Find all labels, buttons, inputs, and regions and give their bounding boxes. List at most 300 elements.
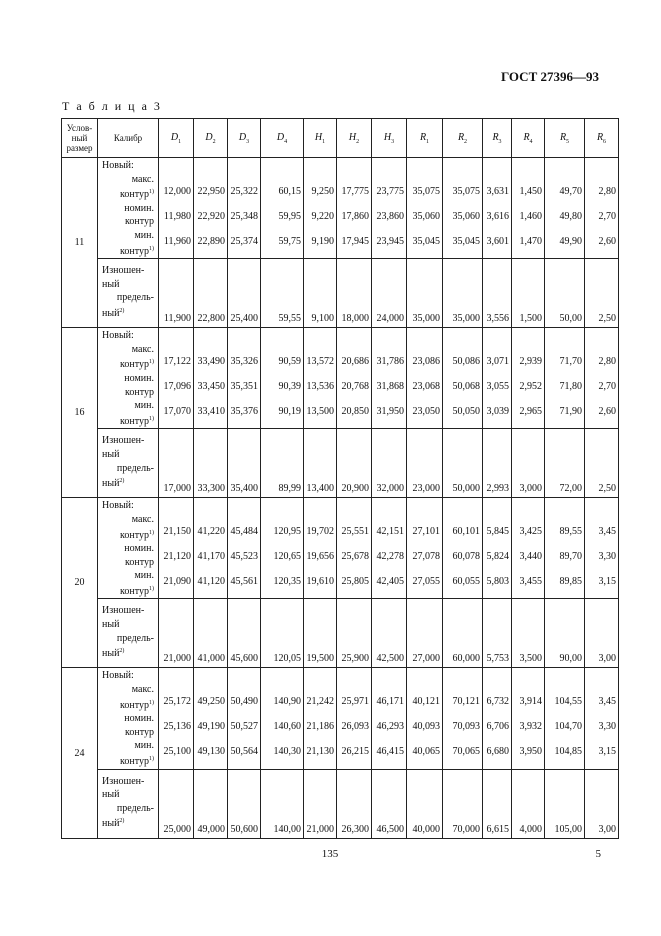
calibre-new-cell: Новый: макс. контур$^{1)}$ номин. контур мин. контур$^{1)}$ xyxy=(98,668,159,769)
value-cell xyxy=(585,668,619,769)
value: 42,405 xyxy=(376,576,404,588)
value: 35,351 xyxy=(230,381,258,393)
value: 46,415 xyxy=(376,746,404,758)
value-cell: 2,993 xyxy=(483,429,512,498)
value-cell: 3,500 xyxy=(512,599,545,668)
value-cell xyxy=(372,668,407,769)
value-cell xyxy=(407,498,443,599)
value-cell xyxy=(545,498,585,599)
table-row-worn-24 xyxy=(62,769,619,838)
header-r1: $R_1$ xyxy=(407,119,443,158)
calibre-new-cell: Новый: макс. контур$^{1)}$ номин. контур мин. контур$^{1)}$ xyxy=(98,158,159,259)
value: 40,065 xyxy=(412,746,440,758)
value: 3,440 xyxy=(519,551,542,563)
value-cell xyxy=(194,668,228,769)
value-cell xyxy=(261,158,304,259)
header-r2: $R_2$ xyxy=(443,119,483,158)
value: 19,702 xyxy=(306,526,334,538)
value-cell xyxy=(443,328,483,429)
value: 89,70 xyxy=(559,551,582,563)
value: 35,045 xyxy=(452,236,480,247)
value-cell: 22,800 xyxy=(194,259,228,328)
value: 40,093 xyxy=(412,721,440,733)
value-cell xyxy=(443,668,483,769)
value: 42,151 xyxy=(376,526,404,538)
value: 3,950 xyxy=(519,746,542,758)
value-cell xyxy=(228,158,261,259)
value: 17,070 xyxy=(163,406,191,418)
calibre-new-cell: Новый: макс. контур$^{1)}$ номин. контур мин. контур$^{1)}$ xyxy=(98,498,159,599)
value-cell: 120,05 xyxy=(261,599,304,668)
value: 31,786 xyxy=(376,356,404,368)
value-cell xyxy=(443,158,483,259)
value: 27,055 xyxy=(412,576,440,588)
value: 6,732 xyxy=(486,696,509,708)
value: 31,950 xyxy=(376,406,404,418)
value: 25,136 xyxy=(163,721,191,733)
value-cell: 50,600 xyxy=(228,769,261,838)
value: 140,60 xyxy=(273,721,301,733)
value-cell xyxy=(545,158,585,259)
value: 2,80 xyxy=(598,356,616,368)
value: 21,090 xyxy=(163,576,191,588)
value: 89,85 xyxy=(559,576,582,588)
value: 17,122 xyxy=(163,356,191,368)
value-cell xyxy=(372,328,407,429)
value: 13,500 xyxy=(306,406,334,418)
value: 90,19 xyxy=(278,406,301,418)
value-cell: 41,000 xyxy=(194,599,228,668)
value: 120,35 xyxy=(273,576,301,588)
value-cell xyxy=(337,328,372,429)
value-cell: 11,900 xyxy=(159,259,194,328)
value: 120,95 xyxy=(273,526,301,538)
standard-number: ГОСТ 27396—93 xyxy=(500,69,599,84)
value: 41,120 xyxy=(197,576,225,588)
size-cell: 20 xyxy=(62,498,98,668)
header-h2: $H_2$ xyxy=(337,119,372,158)
value-cell: 4,000 xyxy=(512,769,545,838)
value-cell xyxy=(483,158,512,259)
value-cell xyxy=(545,668,585,769)
value: 49,190 xyxy=(197,721,225,733)
table-row-worn-11 xyxy=(62,259,619,328)
value-cell: 23,000 xyxy=(407,429,443,498)
value-cell xyxy=(372,498,407,599)
value: 3,071 xyxy=(486,356,509,368)
value-cell xyxy=(304,498,337,599)
value: 70,093 xyxy=(452,721,480,733)
value-cell: 33,300 xyxy=(194,429,228,498)
value: 59,75 xyxy=(278,236,301,247)
value: 25,805 xyxy=(341,576,369,588)
dimensions-table xyxy=(61,118,619,839)
value: 3,932 xyxy=(519,721,542,733)
value: 3,039 xyxy=(486,406,509,418)
value: 25,551 xyxy=(341,526,369,538)
value-cell: 9,100 xyxy=(304,259,337,328)
value-cell xyxy=(512,158,545,259)
value: 19,610 xyxy=(306,576,334,588)
value-cell xyxy=(304,328,337,429)
value: 2,952 xyxy=(519,381,542,393)
value-cell xyxy=(407,668,443,769)
value: 49,250 xyxy=(197,696,225,708)
value: 50,564 xyxy=(230,746,258,758)
value: 35,326 xyxy=(230,356,258,368)
sheet-number: 5 xyxy=(595,848,601,860)
value-cell: 19,500 xyxy=(304,599,337,668)
value-cell xyxy=(483,668,512,769)
value: 21,120 xyxy=(163,551,191,563)
value: 27,078 xyxy=(412,551,440,563)
value: 3,15 xyxy=(598,576,616,588)
value: 21,186 xyxy=(306,721,334,733)
value: 2,80 xyxy=(598,186,616,197)
value-cell: 21,000 xyxy=(159,599,194,668)
value: 20,768 xyxy=(341,381,369,393)
value-cell xyxy=(512,668,545,769)
value-cell: 35,400 xyxy=(228,429,261,498)
header-calibre: Калибр xyxy=(98,119,159,158)
value: 71,80 xyxy=(559,381,582,393)
value-cell: 25,400 xyxy=(228,259,261,328)
value: 17,945 xyxy=(341,236,369,247)
value: 50,490 xyxy=(230,696,258,708)
value: 35,075 xyxy=(412,186,440,197)
calibre-worn-cell: Изношен- ный предель- ный$^{2)}$ xyxy=(98,599,159,668)
value: 140,90 xyxy=(273,696,301,708)
size-cell: 24 xyxy=(62,668,98,838)
header-h3: $H_3$ xyxy=(372,119,407,158)
header-r4: $R_4$ xyxy=(512,119,545,158)
value-cell: 49,000 xyxy=(194,769,228,838)
value-cell: 21,000 xyxy=(304,769,337,838)
value: 1,460 xyxy=(519,211,542,222)
value: 46,293 xyxy=(376,721,404,733)
value: 3,45 xyxy=(598,526,616,538)
value: 25,100 xyxy=(163,746,191,758)
value: 2,70 xyxy=(598,211,616,222)
value: 50,068 xyxy=(452,381,480,393)
value: 25,172 xyxy=(163,696,191,708)
value: 90,59 xyxy=(278,356,301,368)
calibre-worn-cell: Изношен- ный предель- ный$^{2)}$ xyxy=(98,769,159,838)
value-cell: 13,400 xyxy=(304,429,337,498)
value: 50,050 xyxy=(452,406,480,418)
value: 26,215 xyxy=(341,746,369,758)
value: 23,086 xyxy=(412,356,440,368)
value-cell: 17,000 xyxy=(159,429,194,498)
header-d3: $D_3$ xyxy=(228,119,261,158)
value: 50,086 xyxy=(452,356,480,368)
value-cell xyxy=(194,498,228,599)
value: 21,242 xyxy=(306,696,334,708)
value-cell: 25,000 xyxy=(159,769,194,838)
value: 89,55 xyxy=(559,526,582,538)
value: 26,093 xyxy=(341,721,369,733)
value-cell xyxy=(512,498,545,599)
value: 1,450 xyxy=(519,186,542,197)
value: 33,450 xyxy=(197,381,225,393)
value: 71,90 xyxy=(559,406,582,418)
value: 41,170 xyxy=(197,551,225,563)
table-row-new-11 xyxy=(62,158,619,259)
value: 5,845 xyxy=(486,526,509,538)
value: 45,561 xyxy=(230,576,258,588)
value-cell: 40,000 xyxy=(407,769,443,838)
value: 60,055 xyxy=(452,576,480,588)
value-cell: 5,753 xyxy=(483,599,512,668)
table-row-new-20 xyxy=(62,498,619,599)
value: 49,80 xyxy=(559,211,582,222)
value-cell xyxy=(585,158,619,259)
value: 3,601 xyxy=(486,236,509,247)
value: 17,096 xyxy=(163,381,191,393)
value: 5,824 xyxy=(486,551,509,563)
value: 13,536 xyxy=(306,381,334,393)
value: 21,150 xyxy=(163,526,191,538)
value: 120,65 xyxy=(273,551,301,563)
value: 13,572 xyxy=(306,356,334,368)
value: 23,945 xyxy=(376,236,404,247)
value: 45,484 xyxy=(230,526,258,538)
value-cell xyxy=(261,668,304,769)
value-cell xyxy=(337,668,372,769)
value-cell xyxy=(304,668,337,769)
value: 5,803 xyxy=(486,576,509,588)
value: 17,860 xyxy=(341,211,369,222)
calibre-new-cell: Новый: макс. контур$^{1)}$ номин. контур мин. контур$^{1)}$ xyxy=(98,328,159,429)
value-cell: 72,00 xyxy=(545,429,585,498)
value: 35,075 xyxy=(452,186,480,197)
value: 140,30 xyxy=(273,746,301,758)
value-cell xyxy=(159,328,194,429)
value-cell xyxy=(194,158,228,259)
value: 19,656 xyxy=(306,551,334,563)
value: 3,616 xyxy=(486,211,509,222)
value-cell xyxy=(337,498,372,599)
dimensions-table-wrapper xyxy=(61,118,616,839)
value: 60,078 xyxy=(452,551,480,563)
value-cell xyxy=(585,328,619,429)
value: 11,960 xyxy=(163,236,191,247)
value: 25,971 xyxy=(341,696,369,708)
value: 23,860 xyxy=(376,211,404,222)
value-cell: 45,600 xyxy=(228,599,261,668)
value-cell: 90,00 xyxy=(545,599,585,668)
value-cell: 140,00 xyxy=(261,769,304,838)
table-body xyxy=(62,158,619,839)
value: 46,171 xyxy=(376,696,404,708)
value: 35,376 xyxy=(230,406,258,418)
table-row-worn-16 xyxy=(62,429,619,498)
value-cell xyxy=(228,498,261,599)
value: 3,631 xyxy=(486,186,509,197)
value: 2,60 xyxy=(598,406,616,418)
value-cell: 2,50 xyxy=(585,259,619,328)
table-header-row xyxy=(62,119,619,158)
value: 49,90 xyxy=(559,236,582,247)
value: 21,130 xyxy=(306,746,334,758)
value: 41,220 xyxy=(197,526,225,538)
value: 35,060 xyxy=(452,211,480,222)
value: 3,914 xyxy=(519,696,542,708)
value-cell xyxy=(228,668,261,769)
value-cell: 6,615 xyxy=(483,769,512,838)
table-row-new-24 xyxy=(62,668,619,769)
value-cell xyxy=(545,328,585,429)
value: 35,060 xyxy=(412,211,440,222)
value: 20,686 xyxy=(341,356,369,368)
value: 25,374 xyxy=(230,236,258,247)
value-cell: 3,000 xyxy=(512,429,545,498)
value: 104,85 xyxy=(554,746,582,758)
value-cell: 50,00 xyxy=(545,259,585,328)
value: 59,95 xyxy=(278,211,301,222)
value-cell xyxy=(261,328,304,429)
calibre-worn-cell: Изношен- ный предель- ный$^{2)}$ xyxy=(98,429,159,498)
value: 23,068 xyxy=(412,381,440,393)
value: 23,050 xyxy=(412,406,440,418)
value: 3,45 xyxy=(598,696,616,708)
value-cell: 27,000 xyxy=(407,599,443,668)
value-cell xyxy=(407,328,443,429)
value: 104,55 xyxy=(554,696,582,708)
header-d2: $D_2$ xyxy=(194,119,228,158)
value-cell: 25,900 xyxy=(337,599,372,668)
table-caption: Т а б л и ц а 3 xyxy=(62,99,162,113)
value-cell xyxy=(483,498,512,599)
value-cell: 35,000 xyxy=(443,259,483,328)
value: 3,055 xyxy=(486,381,509,393)
value-cell xyxy=(512,328,545,429)
value-cell xyxy=(337,158,372,259)
value: 9,250 xyxy=(311,186,334,197)
value: 22,920 xyxy=(197,211,225,222)
value: 22,950 xyxy=(197,186,225,197)
header-r3: $R_3$ xyxy=(483,119,512,158)
value: 1,470 xyxy=(519,236,542,247)
value: 2,70 xyxy=(598,381,616,393)
value: 49,70 xyxy=(559,186,582,197)
value: 2,939 xyxy=(519,356,542,368)
value: 25,348 xyxy=(230,211,258,222)
value: 40,121 xyxy=(412,696,440,708)
value-cell: 20,900 xyxy=(337,429,372,498)
value: 45,523 xyxy=(230,551,258,563)
value: 3,30 xyxy=(598,551,616,563)
value: 70,121 xyxy=(452,696,480,708)
value: 60,15 xyxy=(278,186,301,197)
header-r5: $R_5$ xyxy=(545,119,585,158)
value-cell: 32,000 xyxy=(372,429,407,498)
value: 33,490 xyxy=(197,356,225,368)
value: 27,101 xyxy=(412,526,440,538)
value-cell xyxy=(159,668,194,769)
value: 23,775 xyxy=(376,186,404,197)
value-cell xyxy=(159,158,194,259)
header-h1: $H_1$ xyxy=(304,119,337,158)
value: 3,455 xyxy=(519,576,542,588)
value: 33,410 xyxy=(197,406,225,418)
header-d4: $D_4$ xyxy=(261,119,304,158)
value: 12,000 xyxy=(163,186,191,197)
value: 11,980 xyxy=(163,211,191,222)
value: 9,190 xyxy=(311,236,334,247)
value-cell: 24,000 xyxy=(372,259,407,328)
value: 25,678 xyxy=(341,551,369,563)
calibre-worn-cell: Изношен- ный предель- ный$^{2)}$ xyxy=(98,259,159,328)
value-cell: 3,00 xyxy=(585,769,619,838)
value-cell xyxy=(304,158,337,259)
value: 71,70 xyxy=(559,356,582,368)
value-cell xyxy=(483,328,512,429)
value: 3,425 xyxy=(519,526,542,538)
header-d1: $D_1$ xyxy=(159,119,194,158)
value-cell: 60,000 xyxy=(443,599,483,668)
value-cell: 3,556 xyxy=(483,259,512,328)
size-cell: 11 xyxy=(62,158,98,328)
value: 60,101 xyxy=(452,526,480,538)
value: 35,045 xyxy=(412,236,440,247)
value-cell: 1,500 xyxy=(512,259,545,328)
table-row-worn-20 xyxy=(62,599,619,668)
value: 2,965 xyxy=(519,406,542,418)
value-cell: 89,99 xyxy=(261,429,304,498)
value-cell xyxy=(194,328,228,429)
value-cell: 3,00 xyxy=(585,599,619,668)
value-cell: 70,000 xyxy=(443,769,483,838)
value-cell xyxy=(261,498,304,599)
value: 20,850 xyxy=(341,406,369,418)
value-cell xyxy=(228,328,261,429)
value: 17,775 xyxy=(341,186,369,197)
page-number: 135 xyxy=(321,848,339,860)
value: 49,130 xyxy=(197,746,225,758)
value-cell: 26,300 xyxy=(337,769,372,838)
value: 22,890 xyxy=(197,236,225,247)
value: 90,39 xyxy=(278,381,301,393)
value: 3,15 xyxy=(598,746,616,758)
value: 9,220 xyxy=(311,211,334,222)
value-cell: 50,000 xyxy=(443,429,483,498)
value-cell xyxy=(585,498,619,599)
value-cell: 2,50 xyxy=(585,429,619,498)
value-cell: 59,55 xyxy=(261,259,304,328)
value: 25,322 xyxy=(230,186,258,197)
value: 42,278 xyxy=(376,551,404,563)
value-cell: 18,000 xyxy=(337,259,372,328)
value: 104,70 xyxy=(554,721,582,733)
value-cell xyxy=(372,158,407,259)
value: 2,60 xyxy=(598,236,616,247)
value-cell: 105,00 xyxy=(545,769,585,838)
value-cell: 46,500 xyxy=(372,769,407,838)
value-cell xyxy=(407,158,443,259)
header-size: Услов- ный размер xyxy=(62,119,98,158)
value: 50,527 xyxy=(230,721,258,733)
value-cell: 35,000 xyxy=(407,259,443,328)
value: 6,706 xyxy=(486,721,509,733)
size-cell: 16 xyxy=(62,328,98,498)
value-cell: 42,500 xyxy=(372,599,407,668)
header-r6: $R_6$ xyxy=(585,119,619,158)
value-cell xyxy=(159,498,194,599)
value: 6,680 xyxy=(486,746,509,758)
value: 31,868 xyxy=(376,381,404,393)
table-row-new-16 xyxy=(62,328,619,429)
